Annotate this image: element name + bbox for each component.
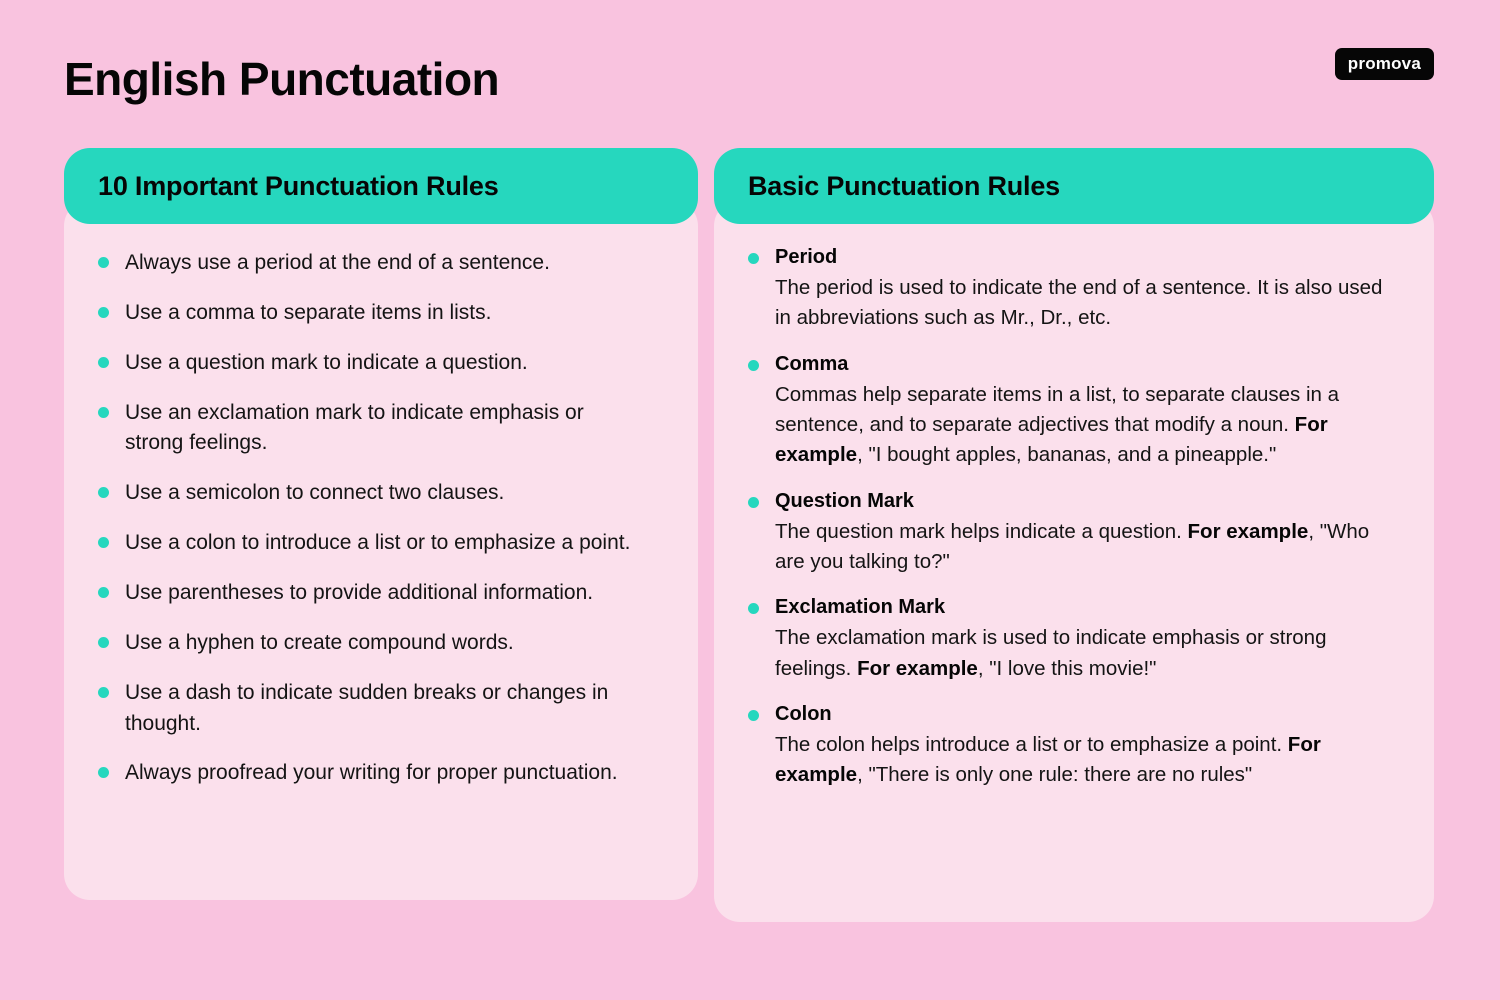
list-item-text: Always use a period at the end of a sentence. — [125, 251, 550, 274]
left-card-title: 10 Important Punctuation Rules — [98, 170, 499, 201]
list-item — [748, 244, 1400, 334]
right-card-title: Basic Punctuation Rules — [748, 170, 1060, 201]
list-item-text: Use a hyphen to create compound words. — [125, 630, 514, 654]
bullet-icon — [98, 587, 109, 598]
bullet-icon — [98, 257, 109, 268]
definition-description: The colon helps introduce a list or to emphasize a point. For example, "There is only one rule: there are no rules" — [775, 732, 1321, 787]
right-card-body — [714, 200, 1434, 922]
list-item-text: Use a comma to separate items in lists. — [125, 300, 492, 324]
definition-description: The question mark helps indicate a question. For example, "Who are you talking to?" — [775, 519, 1370, 573]
left-card-header — [64, 148, 698, 224]
right-card-header — [714, 148, 1434, 224]
bullet-icon — [98, 637, 109, 648]
list-item — [98, 628, 664, 659]
right-column — [714, 148, 1434, 922]
bullet-icon — [98, 357, 109, 368]
list-item — [748, 701, 1400, 791]
list-item-text: Use parentheses to provide additional information. — [125, 581, 594, 605]
bullet-icon — [748, 253, 759, 264]
list-item — [748, 488, 1400, 578]
bullet-icon — [748, 710, 759, 721]
definition-term: Period — [775, 246, 838, 268]
left-card-body — [64, 200, 698, 900]
list-item — [98, 248, 664, 279]
list-item — [98, 678, 664, 740]
definition-body — [775, 244, 1400, 334]
list-item — [98, 528, 664, 559]
list-item-text: Use an exclamation mark to indicate emphasis or strong feelings. — [125, 400, 584, 455]
list-item — [98, 758, 664, 789]
definition-body — [775, 594, 1400, 684]
basic-rules-list — [748, 244, 1400, 791]
list-item-text: Use a colon to introduce a list or to emphasize a point. — [125, 531, 631, 555]
list-item-text: Use a semicolon to connect two clauses. — [125, 481, 505, 505]
list-item — [98, 348, 664, 379]
bullet-icon — [98, 767, 109, 778]
list-item-text: Use a dash to indicate sudden breaks or changes in thought. — [125, 680, 609, 735]
definition-description: Commas help separate items in a list, to separate clauses in a sentence, and to separate adjectives that modify a noun. For example, "I bought apples, bananas, and a pineapple." — [775, 382, 1340, 467]
bullet-icon — [748, 360, 759, 371]
page-title: English Punctuation — [64, 53, 500, 105]
list-item — [98, 398, 664, 460]
list-item-text: Use a question mark to indicate a question. — [125, 350, 528, 374]
brand-logo: promova — [1335, 48, 1434, 80]
list-item-text: Always proofread your writing for proper punctuation. — [125, 761, 618, 785]
left-column — [64, 148, 698, 900]
list-item — [98, 578, 664, 609]
bullet-icon — [98, 407, 109, 418]
bullet-icon — [98, 487, 109, 498]
definition-description: The period is used to indicate the end of a sentence. It is also used in abbreviations such as Mr., Dr., etc. — [775, 276, 1383, 330]
definition-body — [775, 488, 1400, 578]
list-item — [748, 594, 1400, 684]
list-item — [98, 298, 664, 329]
bullet-icon — [748, 497, 759, 508]
bullet-icon — [98, 687, 109, 698]
list-item — [748, 351, 1400, 471]
bullet-icon — [748, 603, 759, 614]
definition-term: Exclamation Mark — [775, 596, 946, 619]
bullet-icon — [98, 537, 109, 548]
definition-description: The exclamation mark is used to indicate emphasis or strong feelings. For example, "I love this movie!" — [775, 626, 1327, 680]
bullet-icon — [98, 307, 109, 318]
list-item — [98, 478, 664, 509]
definition-term: Question Mark — [775, 489, 914, 512]
definition-term: Comma — [775, 352, 849, 375]
definition-body — [775, 701, 1400, 791]
definition-term: Colon — [775, 702, 832, 725]
definition-body — [775, 351, 1400, 471]
punctuation-rules-list — [98, 248, 664, 789]
